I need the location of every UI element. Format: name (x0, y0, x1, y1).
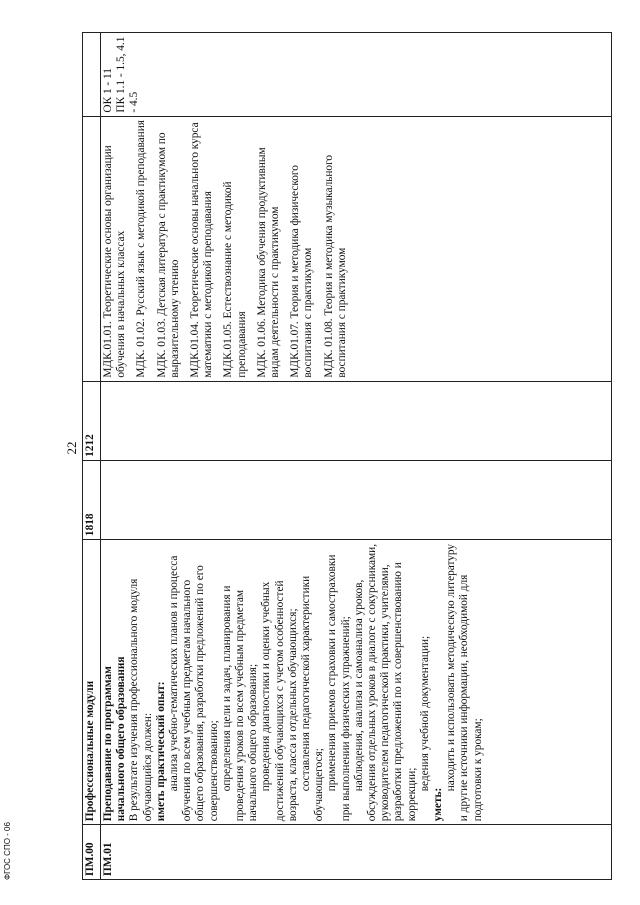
mdk-item: МДК.01.04. Теоретические основы начального курса математики с методикой преподавания (189, 122, 215, 378)
module-title-line2: начального общего образования (115, 656, 128, 822)
mdk-item: МДК. 01.02. Русский язык с методикой преподавания (135, 120, 148, 378)
competency-ok: ОК 1 - 11 (102, 68, 114, 113)
practical-item: наблюдения, анализа и самоанализа уроков, обсуждения отдельных уроков в диалоге с сокурсниками, руководителем педагогической практики, учителями, разработки предложений по их совершенствованию и коррекции; (352, 543, 418, 822)
cell-max-load: 1818 (83, 460, 101, 539)
footer-code: ФГОС СПО - 06 (3, 822, 12, 880)
table-row-header (83, 33, 101, 880)
mdk-item: МДК.01.07. Теория и методика физического воспитания с практикумом (289, 165, 315, 378)
practical-item: анализа учебно-тематических планов и процесса обучения по всем учебным предметам начального общего образования, разработки предложений по его совершенствованию; (168, 555, 220, 822)
cell-max-empty (101, 460, 612, 539)
table-row-module (101, 33, 612, 880)
module-title-line1: Преподавание по программам (102, 666, 114, 822)
skills-label: уметь: (432, 787, 445, 822)
rotated-table-container (82, 32, 612, 880)
page-number: 22 (64, 441, 79, 455)
skills-item: находить и использовать методическую литературу и другие источники информации, необходимой для подготовки к урокам; (445, 543, 484, 822)
cell-aud-empty (101, 381, 612, 460)
cell-module-description (101, 540, 612, 825)
practical-item: определения цели и задач, планирования и проведения уроков по всем учебным предметам начального общего образования; (220, 585, 260, 822)
module-intro: В результате изучения профессионального модуля обучающийся должен: (128, 578, 154, 822)
practical-item: применения приемов страховки и самостраховки при выполнении физических упражнений; (326, 554, 352, 822)
practical-item: составления педагогической характеристики обучающегося; (300, 575, 326, 822)
cell-index-header (83, 116, 101, 381)
cell-mdk-list (101, 116, 612, 381)
practical-label: иметь практический опыт: (154, 681, 167, 822)
mdk-item: МДК.01.05. Естествознание с методикой преподавания (222, 181, 248, 378)
practical-item: проведения диагностики и оценки учебных достижений обучающихся с учетом особенностей возраста, класса и отдельных обучающихся; (260, 580, 299, 822)
cell-module-code: ПМ.01 (101, 825, 612, 880)
curriculum-table (82, 32, 612, 880)
mdk-item: МДК. 01.08. Теория и методика музыкального воспитания с практикумом (322, 154, 348, 378)
competency-pk: ПК 1.1 - 1.5, 4.1 - 4.5 (115, 36, 141, 113)
cell-competencies (101, 33, 612, 117)
mdk-item: МДК. 01.03. Детская литература с практикумом по выразительному чтению (155, 132, 181, 378)
cell-title-header: Профессиональные модули (83, 540, 101, 825)
cell-code-header: ПМ.00 (83, 825, 101, 880)
cell-comp-header (83, 33, 101, 117)
practical-item: ведения учебной документации; (418, 635, 431, 792)
mdk-item: МДК.01.01. Теоретические основы организации обучения в начальных классах (102, 145, 128, 378)
mdk-item: МДК. 01.06. Методика обучения продуктивным видам деятельности с практикумом (255, 147, 282, 378)
cell-aud-load: 1212 (83, 381, 101, 460)
